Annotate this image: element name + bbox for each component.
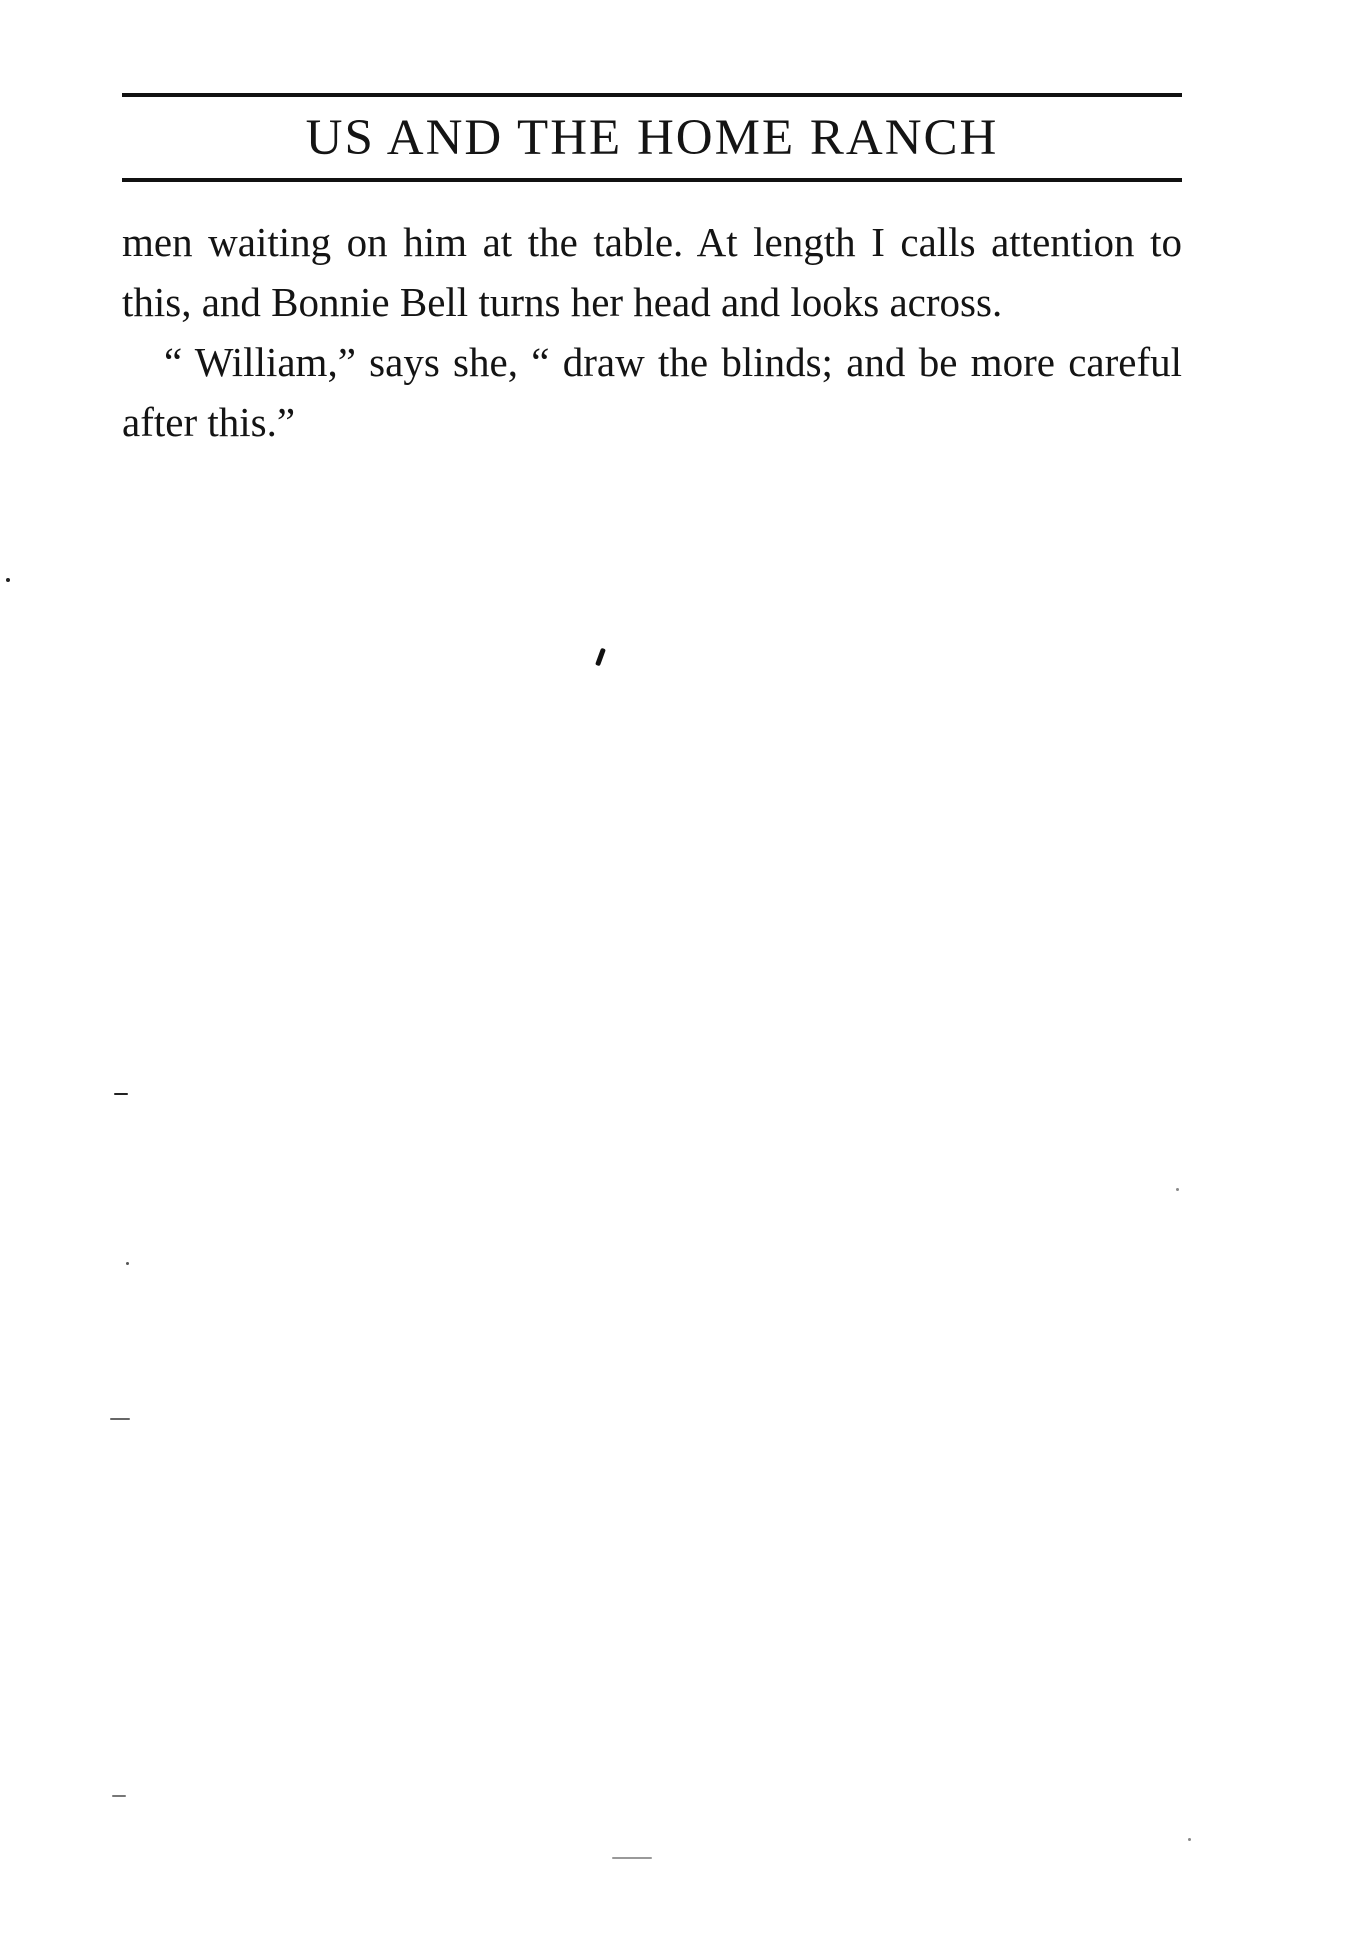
- paragraph: men waiting on him at the table. At length I calls attention to this, and Bonnie Bell turns her head and looks across.: [122, 219, 1182, 325]
- paragraph: “ William,” says she, “ draw the blinds; and be more careful after this.”: [122, 339, 1182, 445]
- scan-speck: [110, 1418, 130, 1420]
- body-text: [122, 212, 1182, 452]
- scan-speck: [612, 1857, 652, 1859]
- scan-speck: [1188, 1838, 1191, 1841]
- running-head: US AND THE HOME RANCH: [305, 110, 999, 166]
- scan-speck: [1176, 1188, 1179, 1191]
- header-rule-bottom: [122, 178, 1182, 182]
- header-rule-top: [122, 93, 1182, 97]
- scan-speck: [6, 578, 10, 582]
- scan-speck: [126, 1262, 129, 1265]
- scan-speck: [114, 1093, 128, 1095]
- ink-mark: [595, 648, 606, 667]
- scan-speck: [112, 1795, 126, 1797]
